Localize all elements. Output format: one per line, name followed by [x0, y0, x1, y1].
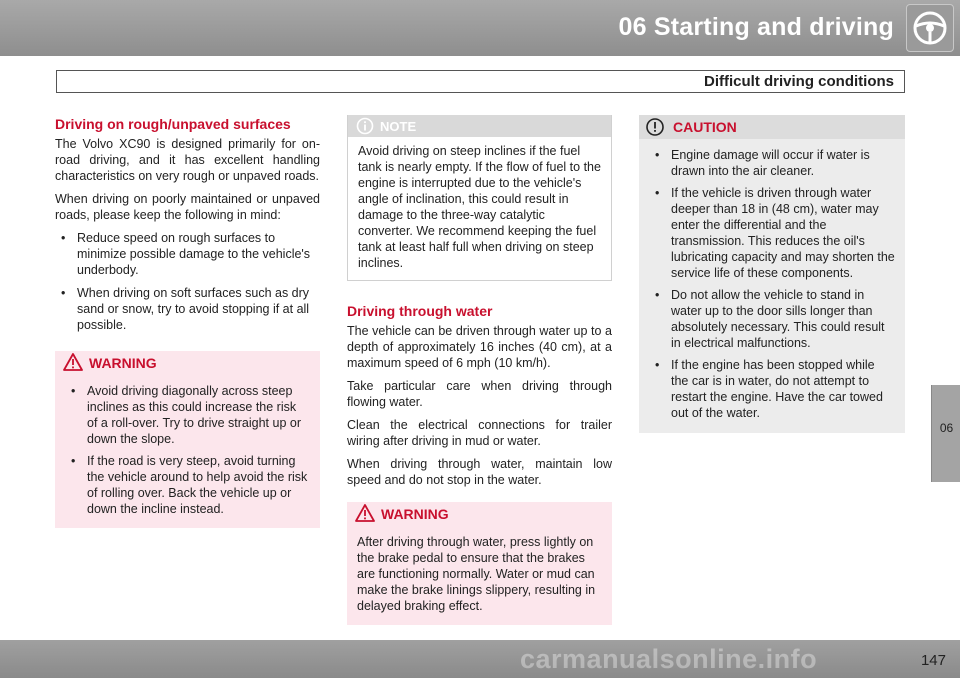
bullet-list [55, 230, 320, 333]
side-tab-label: 06 [939, 421, 954, 435]
warning-box [55, 351, 320, 528]
warning-header [347, 502, 612, 526]
note-text: Avoid driving on steep inclines if the fuel tank is nearly empty. If the flow of fuel to the engine is interrupted due to the vehicle's angle of inclination, this could result in damage to the three-way catalytic converter. We recommend keeping the fuel tank at least half full when driving on steep inclines. [358, 144, 601, 270]
column-rough-surfaces [55, 115, 320, 528]
section-title: Difficult driving conditions [704, 73, 894, 90]
list-item: • Engine damage will occur if water is drawn into the air cleaner. [649, 147, 895, 179]
caution-icon [645, 117, 665, 141]
warning-title: WARNING [381, 506, 449, 522]
section-header [56, 70, 905, 93]
caution-bullet-list [649, 147, 895, 421]
list-item: • Do not allow the vehicle to stand in water up to the door sills longer than absolutely necessary. This could result in electrical malfunctions. [649, 287, 895, 351]
steering-wheel-icon [906, 4, 954, 52]
caution-box [639, 115, 905, 433]
note-title: NOTE [380, 119, 417, 134]
warning-box [347, 502, 612, 625]
list-item: • If the vehicle is driven through water deeper than 18 in (48 cm), water may enter the differential and the transmission. This reduces the oil's lubricating capacity and may shorten the service life of these components. [649, 185, 895, 281]
info-icon [356, 117, 374, 139]
warning-triangle-icon [63, 353, 83, 375]
warning-body [55, 375, 320, 528]
list-item: • Reduce speed on rough surfaces to minimize possible damage to the vehicle's underbody. [55, 230, 320, 278]
warning-header [55, 351, 320, 375]
warning-body [347, 526, 612, 625]
list-item: • When driving on soft surfaces such as dry sand or snow, try to avoid stopping if at all possible. [55, 285, 320, 333]
list-item: • If the engine has been stopped while the car is in water, do not attempt to restart the engine. Have the car towed out of the water. [649, 357, 895, 421]
note-body [348, 137, 611, 280]
paragraph: When driving through water, maintain low speed and do not stop in the water. [347, 457, 612, 487]
warning-triangle-icon [355, 504, 375, 526]
column-driving-through-water [347, 115, 612, 625]
chapter-header-bar [0, 0, 960, 56]
list-item: • If the road is very steep, avoid turning the vehicle around to help avoid the risk of rolling over. Back the vehicle up or down the incline instead. [65, 453, 310, 517]
chapter-title: 06 Starting and driving [618, 13, 894, 41]
caution-title: CAUTION [673, 119, 737, 135]
watermark: carmanualsonline.info [520, 644, 818, 674]
column-caution [639, 115, 905, 433]
list-item: • Avoid driving diagonally across steep inclines as this could increase the risk of a roll-over. Try to drive straight up or down the slope. [65, 383, 310, 447]
warning-title: WARNING [89, 355, 157, 371]
warning-text: After driving through water, press lightly on the brake pedal to ensure that the brakes are functioning normally. Water or mud can make the brake linings slippery, resulting in delayed braking effect. [357, 535, 596, 613]
note-header [348, 115, 611, 137]
page-number: 147 [920, 652, 946, 669]
caution-body [639, 139, 905, 433]
chapter-side-tab [931, 385, 960, 482]
caution-header [639, 115, 905, 139]
heading-driving-through-water: Driving through water [347, 303, 493, 319]
paragraph: The Volvo XC90 is designed primarily for on-road driving, and it has excellent handling characteristics on very rough or unpaved roads. [55, 137, 320, 183]
paragraph: When driving on poorly maintained or unpaved roads, please keep the following in mind: [55, 192, 320, 222]
paragraph: The vehicle can be driven through water up to a depth of approximately 16 inches (40 cm), at a maximum speed of 6 mph (10 km/h). [347, 324, 612, 370]
warning-bullet-list [65, 383, 310, 517]
paragraph: Take particular care when driving through flowing water. [347, 379, 612, 409]
heading-rough-surfaces: Driving on rough/unpaved surfaces [55, 116, 291, 132]
paragraph: Clean the electrical connections for trailer wiring after driving in mud or water. [347, 418, 612, 448]
note-box [347, 115, 612, 281]
